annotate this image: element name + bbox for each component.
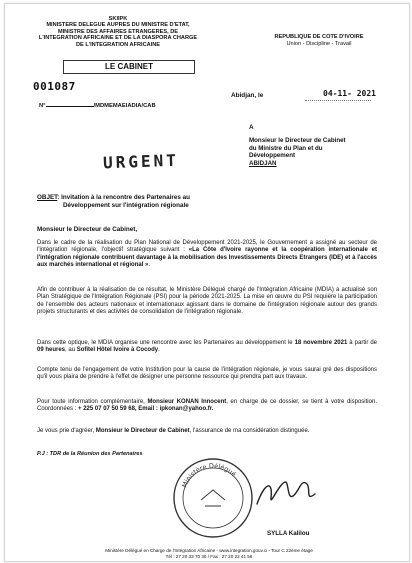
- p5-contact-details: + 225 07 07 50 59 68, Email : ipkonan@yahoo.fr.: [78, 406, 214, 413]
- republic-header: [249, 34, 389, 47]
- p3-text-3: , au: [65, 347, 77, 354]
- reference-number: 001087: [33, 80, 76, 93]
- reference-line: [39, 101, 156, 109]
- p5-contact-name: Monsieur KONAN Innocent: [147, 399, 227, 405]
- official-seal: [171, 456, 255, 540]
- recipient-line-3: Développement: [249, 152, 296, 160]
- recipient-line-2: du Ministre du Plan et du: [249, 144, 323, 152]
- urgent-stamp: URGENT: [102, 150, 180, 173]
- recipient-line-1: Monsieur le Directeur de Cabinet: [249, 137, 346, 144]
- country-motto: Union - Discipline - Travail: [286, 40, 352, 47]
- page-footer: [39, 548, 379, 559]
- p3-end: .: [158, 347, 160, 354]
- p1-text: Dans le cadre de la réalisation du Plan National de Développement 2021-2025, le Gouvernement a assigné au secteur de l'intégration régionale, l'objectif stratégique suivant :: [37, 240, 377, 254]
- subject-block: [37, 194, 297, 209]
- recipient-block: [249, 137, 397, 167]
- seal-text: Ministère Délégué: [180, 461, 238, 489]
- ministry-header: [23, 16, 213, 48]
- footer-line-1: Ministère Délégué en Charge de l'Intégration Africaine - www.integration.gouv.ci - Tour C 22ème étage: [105, 548, 313, 553]
- recipient-a: A: [249, 124, 254, 131]
- p1-quote: «La Côte d'Ivoire rayonne et la coopération internationale et l'intégration régionale contribuent davantage à la mobilisation des Investissements Directs Etrangers (IDE) et à l'accès aux marchés international et régional »: [37, 247, 377, 268]
- subject-label: OBJET: [37, 194, 58, 201]
- salutation: Monsieur le Directeur de Cabinet,: [37, 226, 138, 233]
- handwritten-date: 04-11- 2021: [323, 89, 376, 98]
- handwritten-signature: [251, 474, 321, 514]
- paragraph-4: Compte tenu de l'engagement de votre Institution pour la cause de l'intégration régionale, je vous saurai gré des dispositions qu'il vous plaira de prendre à l'effet de désigner une personne ressource qui prendra part aux travaux.: [37, 367, 377, 381]
- footer-line-2: Tél : 27 20 33 70 30 / Fax : 27 20 22 41 56: [165, 553, 253, 559]
- paragraph-1: [37, 240, 377, 269]
- paragraph-6: [37, 428, 377, 435]
- svg-text:Ministère Délégué: [180, 462, 237, 489]
- ministry-line-4: DE L'INTEGRATION AFRICAINE: [76, 41, 160, 48]
- p3-date: 18 novembre 2021: [294, 340, 348, 346]
- signer-name: SYLLA Kalilou: [267, 530, 310, 537]
- place-label: Abidjan, le: [231, 92, 264, 99]
- subject-text-1: : Invitation à la rencontre des Partenaires au: [57, 194, 190, 201]
- subject-text-2: Développement sur l'intégration régionale: [63, 201, 189, 209]
- recipient-city: ABIDJAN: [249, 159, 277, 167]
- p3-venue: Sofitel Hôtel Ivoire à Cocody: [76, 347, 159, 354]
- paragraph-5: [37, 399, 377, 414]
- p6-text-2: , l'assurance de ma considération distinguée.: [189, 428, 310, 434]
- reference-underline: [46, 101, 94, 107]
- reference-prefix: N°: [39, 103, 46, 109]
- p3-text-2: à partir de: [347, 340, 377, 346]
- p6-addressee: Monsieur le Directeur de Cabinet: [95, 428, 190, 434]
- ministry-line-3: L'INTEGRATION AFRICAINE ET DE LA DIASPORA CHARGE: [38, 35, 198, 42]
- date-dotted-line: [305, 100, 371, 101]
- reference-suffix: /MDMEMAEIADIA/CAB: [93, 103, 156, 109]
- p3-time: 09 heures: [37, 347, 66, 354]
- p5-text-2: , en charge de ce dossier, se tient à votre disposition. Coordonnées :: [37, 399, 377, 413]
- p1-end: .: [148, 261, 151, 268]
- p6-text: Je vous prie d'agréer,: [37, 428, 96, 434]
- ministry-line-2: MINISTRE DES AFFAIRES ETRANGERES, DE: [57, 28, 179, 35]
- letter-page: [4, 3, 410, 562]
- paragraph-2: Afin de contribuer à la réalisation de ce résultat, le Ministère Délégué chargé de l'Intégration Africaine (MDIA) a actualisé son Plan Stratégique de l'Intégration Régionale (PSI) pour la période 2021-2025. La mise en œuvre du PSI requière la participation de l'ensemble des acteurs nationaux et internationaux agissant dans le domaine de l'intégration régionale autour des grands projets structurants et des activités de consolidation de l'intégration régionale.: [37, 287, 377, 315]
- ministry-line-1: MINISTERE DELEGUE AUPRES DU MINISTRE D'ETAT,: [46, 22, 190, 29]
- attachment-note: P.J : TDR de la Réunion des Partenaires: [37, 451, 143, 457]
- country-name: REPUBLIQUE DE COTE D'IVOIRE: [274, 34, 364, 40]
- p3-text: Dans cette optique, le MDIA organise une rencontre avec les Partenaires au développement le: [37, 340, 295, 346]
- cabinet-box: LE CABINET: [63, 60, 195, 74]
- paragraph-3: [37, 340, 377, 355]
- p5-text: Pour toute information complémentaire,: [37, 399, 148, 405]
- ministry-acronym: SKIIPK: [108, 16, 128, 22]
